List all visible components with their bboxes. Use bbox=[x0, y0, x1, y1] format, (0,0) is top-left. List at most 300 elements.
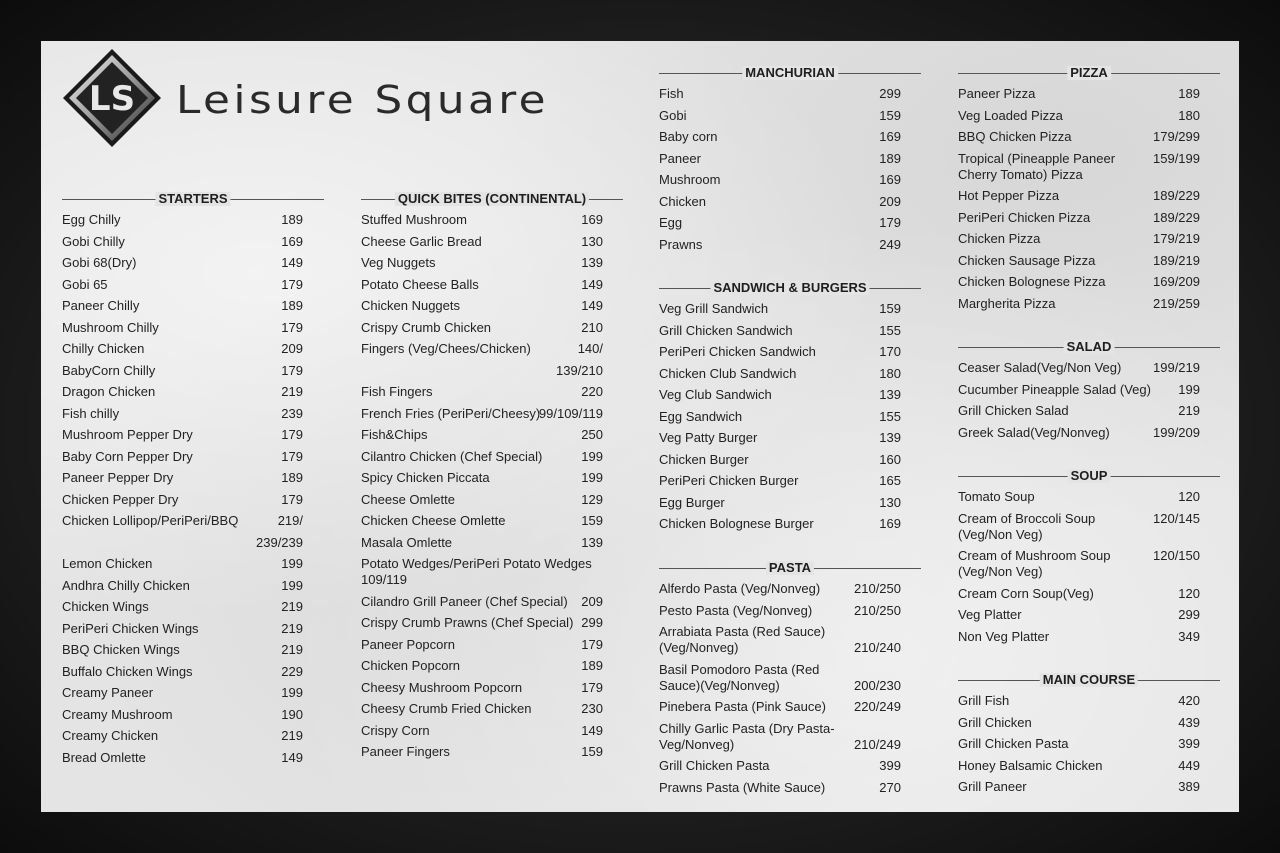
section-heading bbox=[659, 66, 921, 80]
item-price: 209 bbox=[581, 593, 603, 609]
menu-item bbox=[361, 637, 603, 653]
menu-item bbox=[958, 758, 1200, 774]
item-price: 130 bbox=[879, 494, 901, 510]
item-price: 189 bbox=[1178, 86, 1200, 101]
item-name: Dragon Chicken bbox=[62, 384, 156, 399]
item-name: Baby corn bbox=[659, 129, 718, 144]
item-name: Chicken Popcorn bbox=[361, 658, 460, 673]
section-title: PIZZA bbox=[1067, 66, 1111, 80]
section-title: SALAD bbox=[1064, 340, 1115, 354]
item-price: 169 bbox=[281, 233, 303, 249]
item-name: PeriPeri Chicken Burger bbox=[659, 473, 799, 488]
menu-item bbox=[62, 642, 303, 658]
menu-item bbox=[62, 212, 303, 228]
item-price: 199 bbox=[581, 448, 603, 464]
menu-item bbox=[958, 629, 1200, 645]
item-name: Stuffed Mushroom bbox=[361, 212, 467, 227]
menu-item bbox=[958, 425, 1200, 441]
item-price: 219 bbox=[281, 620, 303, 636]
item-name: Alferdo Pasta (Veg/Nonveg) bbox=[659, 581, 821, 596]
menu-item bbox=[659, 129, 901, 145]
menu-item bbox=[361, 723, 603, 739]
menu-item bbox=[62, 341, 303, 357]
section-pizza bbox=[958, 66, 1220, 317]
menu-item bbox=[361, 298, 603, 314]
menu-item bbox=[62, 599, 303, 615]
item-name: Crispy Crumb Chicken bbox=[361, 319, 492, 335]
menu-item bbox=[659, 581, 901, 597]
item-price: 149 bbox=[581, 722, 603, 738]
item-price: 179/299 bbox=[1153, 129, 1200, 144]
menu-item bbox=[659, 780, 901, 796]
item-price: 189/219 bbox=[1153, 252, 1200, 268]
item-name: Andhra Chilly Chicken bbox=[62, 577, 190, 593]
svg-text:LS: LS bbox=[88, 79, 136, 119]
item-name: Egg bbox=[659, 215, 683, 230]
item-price: 189 bbox=[281, 212, 303, 227]
item-price: 299 bbox=[581, 615, 603, 630]
item-name: Margherita Pizza bbox=[958, 295, 1056, 311]
item-price: 189 bbox=[581, 658, 603, 673]
menu-item bbox=[361, 320, 603, 336]
item-price: 189/229 bbox=[1153, 209, 1200, 225]
item-price: 299 bbox=[1178, 607, 1200, 622]
menu-item bbox=[361, 363, 603, 379]
menu-item bbox=[62, 750, 303, 766]
menu-item bbox=[62, 255, 303, 271]
section-heading bbox=[361, 192, 623, 206]
item-name: Creamy Paneer bbox=[62, 685, 154, 700]
logo-mark-icon bbox=[62, 48, 162, 148]
menu-item bbox=[62, 556, 303, 572]
menu-item bbox=[659, 301, 901, 317]
item-name: Mushroom Pepper Dry bbox=[62, 427, 193, 442]
item-name: Hot Pepper Pizza bbox=[958, 188, 1060, 203]
item-name: Egg Burger bbox=[659, 494, 725, 510]
menu-item bbox=[659, 86, 901, 102]
item-price: 155 bbox=[879, 408, 901, 424]
menu-item bbox=[958, 403, 1200, 419]
section-soup bbox=[958, 469, 1220, 650]
menu-item bbox=[62, 535, 303, 551]
item-name: Fingers (Veg/Chees/Chicken) bbox=[361, 341, 531, 356]
item-price: 199 bbox=[281, 685, 303, 700]
menu-item bbox=[958, 151, 1200, 183]
pizza-list bbox=[958, 86, 1200, 312]
menu-item bbox=[659, 151, 901, 167]
menu-item bbox=[958, 86, 1200, 102]
item-name: Cream Corn Soup(Veg) bbox=[958, 585, 1094, 601]
brand-name: Leisure Square bbox=[176, 78, 550, 122]
menu-item bbox=[958, 108, 1200, 124]
item-name: Cream of Broccoli Soup (Veg/Non Veg) bbox=[958, 510, 1096, 542]
section-heading bbox=[958, 340, 1220, 354]
menu-item bbox=[659, 344, 901, 360]
item-price: 389 bbox=[1178, 779, 1200, 794]
item-name: Fish Fingers bbox=[361, 384, 433, 399]
menu-item bbox=[659, 452, 901, 468]
item-name: Fish chilly bbox=[62, 405, 120, 421]
item-price: 219/ bbox=[277, 513, 303, 528]
menu-item bbox=[361, 255, 603, 271]
item-name: Veg Platter bbox=[958, 607, 1022, 622]
item-name: Gobi 65 bbox=[62, 276, 108, 292]
section-title: QUICK BITES (CONTINENTAL) bbox=[395, 192, 589, 206]
item-price: 210/240 bbox=[854, 640, 901, 655]
item-price: 449 bbox=[1178, 757, 1200, 773]
item-name: Egg Sandwich bbox=[659, 408, 743, 424]
item-price: 220/249 bbox=[854, 699, 901, 714]
item-price: 210/250 bbox=[854, 602, 901, 618]
item-name: Gobi Chilly bbox=[62, 233, 125, 249]
item-price: 199/209 bbox=[1153, 424, 1200, 440]
menu-item bbox=[659, 108, 901, 124]
menu-item bbox=[659, 215, 901, 231]
item-name: Chicken Pizza bbox=[958, 231, 1041, 246]
item-name: PeriPeri Chicken Sandwich bbox=[659, 344, 816, 359]
soup-list bbox=[958, 489, 1200, 645]
menu-item bbox=[958, 715, 1200, 731]
item-name: Gobi bbox=[659, 107, 687, 123]
item-name: Chilly Chicken bbox=[62, 341, 145, 356]
section-heading bbox=[62, 192, 324, 206]
item-name: Gobi 68(Dry) bbox=[62, 255, 137, 270]
item-name: Veg Club Sandwich bbox=[659, 387, 772, 402]
menu-item bbox=[659, 366, 901, 382]
menu-item bbox=[958, 511, 1200, 543]
section-heading bbox=[659, 281, 921, 295]
menu-item bbox=[659, 430, 901, 446]
sandwich-list bbox=[659, 301, 901, 532]
item-price: 399 bbox=[879, 758, 901, 773]
item-price: 139 bbox=[581, 255, 603, 270]
item-price: 179 bbox=[281, 276, 303, 292]
item-price: 190 bbox=[281, 706, 303, 722]
item-name: Egg Chilly bbox=[62, 212, 121, 227]
menu-item bbox=[62, 578, 303, 594]
item-price: 219 bbox=[281, 728, 303, 743]
menu-item bbox=[958, 231, 1200, 247]
item-price: 189 bbox=[879, 150, 901, 166]
menu-item bbox=[62, 449, 303, 465]
item-name: Cheesy Crumb Fried Chicken bbox=[361, 701, 532, 716]
section-main-course bbox=[958, 673, 1220, 801]
item-name: Pinebera Pasta (Pink Sauce) bbox=[659, 699, 826, 714]
item-price: 299 bbox=[879, 86, 901, 101]
menu-item bbox=[659, 409, 901, 425]
menu-item bbox=[361, 615, 603, 631]
item-price: 140/ bbox=[577, 341, 603, 356]
starters-list bbox=[62, 212, 303, 766]
menu-item bbox=[958, 736, 1200, 752]
menu-item bbox=[361, 427, 603, 443]
item-price: 169 bbox=[581, 212, 603, 227]
item-name: Tropical (Pineapple Paneer Cherry Tomato) Pizza bbox=[958, 150, 1116, 182]
item-price: 239/239 bbox=[256, 534, 303, 550]
item-price: 179 bbox=[281, 319, 303, 335]
item-price: 219 bbox=[281, 642, 303, 657]
item-name: Paneer Popcorn bbox=[361, 636, 455, 652]
menu-item bbox=[659, 495, 901, 511]
item-price: 349 bbox=[1178, 628, 1200, 644]
menu-item bbox=[361, 406, 603, 422]
item-name: Non Veg Platter bbox=[958, 628, 1050, 644]
item-price: 170 bbox=[879, 344, 901, 359]
item-name: Chilly Garlic Pasta (Dry Pasta-Veg/Nonveg) bbox=[659, 720, 835, 752]
menu-item bbox=[361, 234, 603, 250]
item-price: 99/109/119 bbox=[538, 405, 603, 421]
item-price: 200/230 bbox=[854, 677, 901, 693]
item-name: Grill Paneer bbox=[958, 779, 1027, 794]
item-name: Chicken Lollipop/PeriPeri/BBQ bbox=[62, 513, 239, 528]
item-price: 439 bbox=[1178, 714, 1200, 730]
section-heading bbox=[958, 66, 1220, 80]
menu-item bbox=[958, 360, 1200, 376]
item-price: 239 bbox=[281, 405, 303, 421]
menu-item bbox=[62, 492, 303, 508]
section-heading bbox=[958, 469, 1220, 483]
item-price: 219 bbox=[1178, 403, 1200, 418]
item-price: 179 bbox=[581, 679, 603, 695]
item-name: Chicken Cheese Omlette bbox=[361, 513, 506, 528]
item-name: Chicken Wings bbox=[62, 599, 149, 614]
item-name: Paneer Pizza bbox=[958, 86, 1036, 101]
item-price: 149 bbox=[581, 276, 603, 292]
item-price: 120/145 bbox=[1153, 510, 1200, 526]
item-price: 159 bbox=[879, 301, 901, 316]
item-name: BBQ Chicken Wings bbox=[62, 642, 180, 657]
menu-item bbox=[361, 556, 603, 588]
item-price: 179 bbox=[281, 448, 303, 464]
item-name: Creamy Chicken bbox=[62, 728, 159, 743]
menu-item bbox=[62, 513, 303, 529]
menu-item bbox=[361, 277, 603, 293]
section-salad bbox=[958, 340, 1220, 446]
section-title: SANDWICH & BURGERS bbox=[710, 281, 869, 295]
section-sandwich bbox=[659, 281, 921, 538]
menu-item bbox=[361, 535, 603, 551]
item-price: 179 bbox=[879, 215, 901, 230]
item-price: 139 bbox=[581, 534, 603, 550]
item-price: 120 bbox=[1178, 585, 1200, 601]
item-name: BBQ Chicken Pizza bbox=[958, 129, 1072, 144]
item-name: Chicken Nuggets bbox=[361, 298, 460, 313]
menu-item bbox=[361, 594, 603, 610]
item-price: 230 bbox=[581, 701, 603, 716]
item-price: 199 bbox=[1178, 381, 1200, 397]
menu-item bbox=[361, 492, 603, 508]
item-name: Masala Omlette bbox=[361, 534, 453, 550]
pasta-list bbox=[659, 581, 901, 796]
item-name: Chicken bbox=[659, 193, 706, 209]
item-name: Cheese Omlette bbox=[361, 491, 455, 507]
item-price: 149 bbox=[281, 255, 303, 270]
menu-item bbox=[62, 621, 303, 637]
item-price: 169 bbox=[879, 516, 901, 531]
item-name: Chicken Sausage Pizza bbox=[958, 252, 1096, 268]
menu-item bbox=[62, 363, 303, 379]
menu-item bbox=[659, 473, 901, 489]
item-name: Veg Grill Sandwich bbox=[659, 301, 769, 316]
item-name: Fish&Chips bbox=[361, 427, 428, 442]
item-price: 129 bbox=[581, 491, 603, 507]
item-name: Tomato Soup bbox=[958, 489, 1035, 504]
item-price: 180 bbox=[1178, 107, 1200, 123]
menu-item bbox=[62, 384, 303, 400]
menu-item bbox=[62, 406, 303, 422]
item-price: 229 bbox=[281, 663, 303, 679]
item-price: 209 bbox=[879, 193, 901, 209]
item-name: Grill Chicken Pasta bbox=[958, 736, 1069, 751]
item-name: Greek Salad(Veg/Nonveg) bbox=[958, 424, 1110, 440]
menu-item bbox=[361, 449, 603, 465]
menu-item bbox=[659, 172, 901, 188]
menu-item bbox=[659, 603, 901, 619]
menu-item bbox=[958, 779, 1200, 795]
menu-item bbox=[62, 427, 303, 443]
item-name: Honey Balsamic Chicken bbox=[958, 757, 1103, 773]
item-name: Chicken Burger bbox=[659, 451, 749, 467]
menu-item bbox=[361, 658, 603, 674]
item-name: Paneer bbox=[659, 150, 701, 166]
item-price: 220 bbox=[581, 384, 603, 399]
menu-item bbox=[361, 470, 603, 486]
section-heading bbox=[958, 673, 1220, 687]
item-name: Pesto Pasta (Veg/Nonveg) bbox=[659, 602, 813, 618]
item-price: 149 bbox=[581, 298, 603, 313]
item-price: 210 bbox=[581, 319, 603, 335]
menu-item bbox=[62, 320, 303, 336]
item-name: Chicken Pepper Dry bbox=[62, 491, 179, 507]
section-title: SOUP bbox=[1068, 469, 1111, 483]
manchurian-list bbox=[659, 86, 901, 253]
item-price: 165 bbox=[879, 473, 901, 488]
menu-item bbox=[958, 548, 1200, 580]
item-name: Baby Corn Pepper Dry bbox=[62, 448, 193, 464]
menu-item bbox=[659, 624, 901, 656]
item-price: 120/150 bbox=[1153, 548, 1200, 563]
item-name: Paneer Pepper Dry bbox=[62, 470, 174, 485]
item-price: 199 bbox=[581, 470, 603, 485]
item-price: 179 bbox=[581, 636, 603, 652]
item-price: 219 bbox=[281, 599, 303, 614]
menu-item bbox=[659, 323, 901, 339]
item-name: Buffalo Chicken Wings bbox=[62, 663, 193, 679]
section-manchurian bbox=[659, 66, 921, 258]
item-name: Prawns bbox=[659, 236, 703, 252]
item-name: Bread Omlette bbox=[62, 749, 146, 765]
item-name: Chicken Bolognese Burger bbox=[659, 516, 814, 531]
item-name: Chicken Bolognese Pizza bbox=[958, 274, 1106, 289]
section-title: PASTA bbox=[766, 561, 814, 575]
item-price: 120 bbox=[1178, 489, 1200, 504]
item-name: Basil Pomodoro Pasta (Red Sauce)(Veg/Nonveg) bbox=[659, 661, 820, 693]
item-name: French Fries (PeriPeri/Cheesy) bbox=[361, 405, 541, 421]
item-price: 139 bbox=[879, 430, 901, 445]
item-name: Grill Chicken Pasta bbox=[659, 758, 770, 773]
section-title: MAIN COURSE bbox=[1040, 673, 1138, 687]
menu-item bbox=[62, 664, 303, 680]
menu-item bbox=[361, 341, 603, 357]
section-starters bbox=[62, 192, 324, 771]
item-price: 159 bbox=[581, 513, 603, 528]
item-price: 155 bbox=[879, 322, 901, 338]
item-price: 209 bbox=[281, 341, 303, 356]
item-price: 219/259 bbox=[1153, 295, 1200, 311]
menu-item bbox=[361, 701, 603, 717]
item-price: 159/199 bbox=[1153, 150, 1200, 166]
item-name: Potato Cheese Balls bbox=[361, 276, 479, 292]
salad-list bbox=[958, 360, 1200, 441]
item-name: Cilandro Grill Paneer (Chef Special) bbox=[361, 593, 568, 609]
menu-item bbox=[361, 744, 603, 760]
item-name: Lemon Chicken bbox=[62, 556, 153, 571]
item-price: 139/210 bbox=[556, 362, 603, 378]
item-price: 199 bbox=[281, 556, 303, 571]
menu-item bbox=[62, 685, 303, 701]
item-name: Crispy Crumb Prawns (Chef Special) bbox=[361, 615, 574, 630]
section-quick-bites bbox=[361, 192, 623, 766]
menu-item bbox=[958, 607, 1200, 623]
item-name: Cucumber Pineapple Salad (Veg) bbox=[958, 381, 1151, 397]
item-name: Paneer Chilly bbox=[62, 298, 140, 313]
item-name: Cilantro Chicken (Chef Special) bbox=[361, 448, 543, 464]
item-name: Cheesy Mushroom Popcorn bbox=[361, 679, 523, 695]
menu-item bbox=[361, 513, 603, 529]
item-price: 149 bbox=[281, 749, 303, 765]
item-price: 189 bbox=[281, 298, 303, 313]
item-name: Grill Chicken bbox=[958, 714, 1032, 730]
menu-item bbox=[958, 489, 1200, 505]
item-name: Crispy Corn bbox=[361, 722, 430, 738]
item-name: Mushroom Chilly bbox=[62, 319, 159, 335]
menu-item bbox=[62, 298, 303, 314]
item-price: 139 bbox=[879, 387, 901, 402]
menu-item bbox=[958, 188, 1200, 204]
item-price: 169 bbox=[879, 172, 901, 187]
menu-item bbox=[958, 129, 1200, 145]
menu-item bbox=[62, 470, 303, 486]
menu-item bbox=[62, 277, 303, 293]
item-price: 160 bbox=[879, 451, 901, 467]
item-name: Ceaser Salad(Veg/Non Veg) bbox=[958, 360, 1122, 375]
item-price: 159 bbox=[879, 107, 901, 123]
item-name: Grill Chicken Sandwich bbox=[659, 322, 793, 338]
item-name: Prawns Pasta (White Sauce) bbox=[659, 779, 826, 795]
section-heading bbox=[659, 561, 921, 575]
item-price: 179 bbox=[281, 427, 303, 442]
item-name: Paneer Fingers bbox=[361, 744, 450, 759]
item-price: 210/250 bbox=[854, 581, 901, 596]
item-price: 189 bbox=[281, 470, 303, 485]
item-name: Cream of Mushroom Soup (Veg/Non Veg) bbox=[958, 548, 1111, 579]
item-name: Grill Fish bbox=[958, 693, 1010, 708]
section-pasta bbox=[659, 561, 921, 801]
item-price: 159 bbox=[581, 744, 603, 759]
item-price: 189/229 bbox=[1153, 188, 1200, 203]
item-price: 199/219 bbox=[1153, 360, 1200, 375]
item-price: 179 bbox=[281, 491, 303, 507]
item-name: Veg Patty Burger bbox=[659, 430, 758, 445]
item-price: 169 bbox=[879, 129, 901, 144]
menu-item bbox=[958, 693, 1200, 709]
section-title: MANCHURIAN bbox=[742, 66, 838, 80]
item-price: 179/219 bbox=[1153, 231, 1200, 246]
item-name: Potato Wedges/PeriPeri Potato Wedges 109/119 bbox=[361, 556, 592, 587]
item-name: Chicken Club Sandwich bbox=[659, 365, 797, 381]
item-price: 420 bbox=[1178, 693, 1200, 708]
menu-item bbox=[958, 253, 1200, 269]
